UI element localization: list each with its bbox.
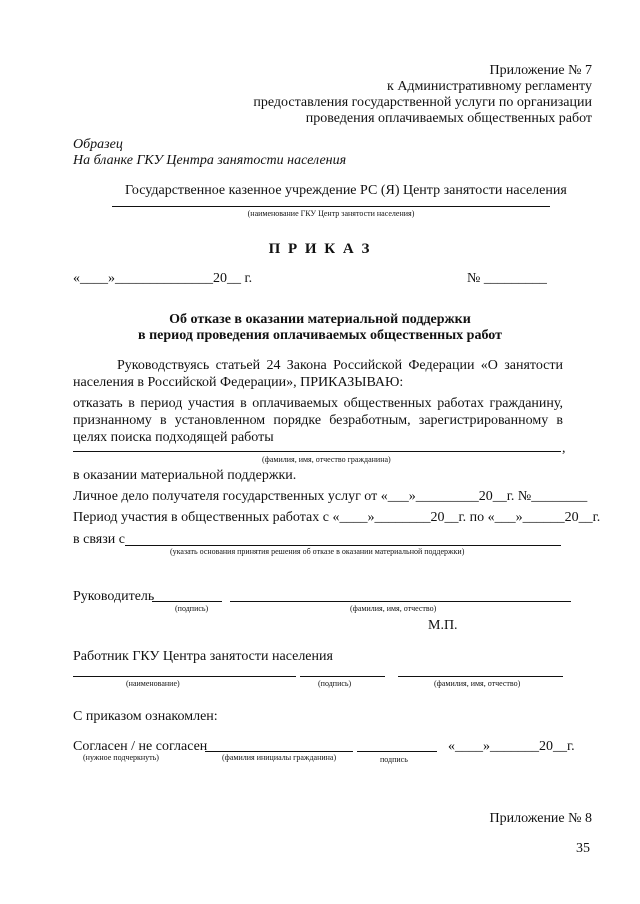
worker-label: Работник ГКУ Центра занятости населения xyxy=(73,649,333,664)
appendix-8-label: Приложение № 8 xyxy=(489,811,592,826)
fio-underline xyxy=(73,451,561,452)
in-support-line: в оказании материальной поддержки. xyxy=(73,468,297,483)
personal-file-line: Личное дело получателя государственных услуг от «___»_________20__г. №________ xyxy=(73,489,588,504)
stamp-label: М.П. xyxy=(428,618,458,633)
conducting-label: проведения оплачиваемых общественных работ xyxy=(305,111,592,126)
agree-signature-line xyxy=(357,751,437,752)
sample-label: Образец xyxy=(73,137,123,152)
refuse-paragraph: отказать в период участия в оплачиваемых общественных работах гражданину, признанному в установленном порядке безработным, зарегистрированному в целях поиска подходящей работы xyxy=(73,396,563,445)
trailing-comma: , xyxy=(562,441,566,456)
agree-initials-line xyxy=(205,751,353,752)
appendix-7-label: Приложение № 7 xyxy=(489,63,592,78)
fio-caption: (фамилия, имя, отчество гражданина) xyxy=(262,455,391,464)
worker-name-line xyxy=(73,676,296,677)
order-date-line: «____»______________20__ г. xyxy=(73,271,253,286)
acquainted-label: С приказом ознакомлен: xyxy=(73,709,218,724)
blank-label: На бланке ГКУ Центра занятости населения xyxy=(73,153,347,168)
institution-name: Государственное казенное учреждение РС (Я) Центр занятости населения xyxy=(125,183,567,198)
subject-line-2: в период проведения оплачиваемых общественных работ xyxy=(138,328,502,343)
due-to-underline xyxy=(125,545,561,546)
agree-label: Согласен / не согласен xyxy=(73,739,208,754)
preamble-paragraph: Руководствуясь статьей 24 Закона Российской Федерации «О занятости населения в Российской Федерации», ПРИКАЗЫВАЮ: xyxy=(73,358,563,390)
head-label: Руководитель xyxy=(73,589,155,604)
institution-caption: (наименование ГКУ Центр занятости населения) xyxy=(247,209,415,218)
worker-name-caption: (наименование) xyxy=(126,679,180,688)
initials-caption: (фамилия инициалы гражданина) xyxy=(222,753,337,762)
page-number: 35 xyxy=(576,841,590,856)
due-to-label: в связи с xyxy=(73,532,125,547)
regulation-label: к Административному регламенту xyxy=(387,79,592,94)
agree-date-line: «____»_______20__г. xyxy=(448,739,575,754)
head-fio-line xyxy=(230,601,571,602)
period-line: Период участия в общественных работах с «____»________20__г. по «___»______20__г. xyxy=(73,510,601,525)
worker-signature-line xyxy=(300,676,385,677)
provision-label: предоставления государственной услуги по организации xyxy=(253,95,592,110)
agree-signature-caption: подпись xyxy=(380,755,408,764)
head-fio-caption: (фамилия, имя, отчество) xyxy=(350,604,437,613)
order-number-line: № _________ xyxy=(467,271,547,286)
worker-signature-caption: (подпись) xyxy=(318,679,352,688)
worker-fio-line xyxy=(398,676,563,677)
worker-fio-caption: (фамилия, имя, отчество) xyxy=(434,679,521,688)
head-signature-line xyxy=(152,601,222,602)
order-title: П Р И К А З xyxy=(268,241,372,257)
due-to-caption: (указать основания принятия решения об отказе в оказании материальной поддержки) xyxy=(170,547,465,556)
head-signature-caption: (подпись) xyxy=(175,604,209,613)
subject-line-1: Об отказе в оказании материальной поддержки xyxy=(169,312,471,327)
underline-caption: (нужное подчеркнуть) xyxy=(83,753,159,762)
institution-underline xyxy=(112,206,550,207)
